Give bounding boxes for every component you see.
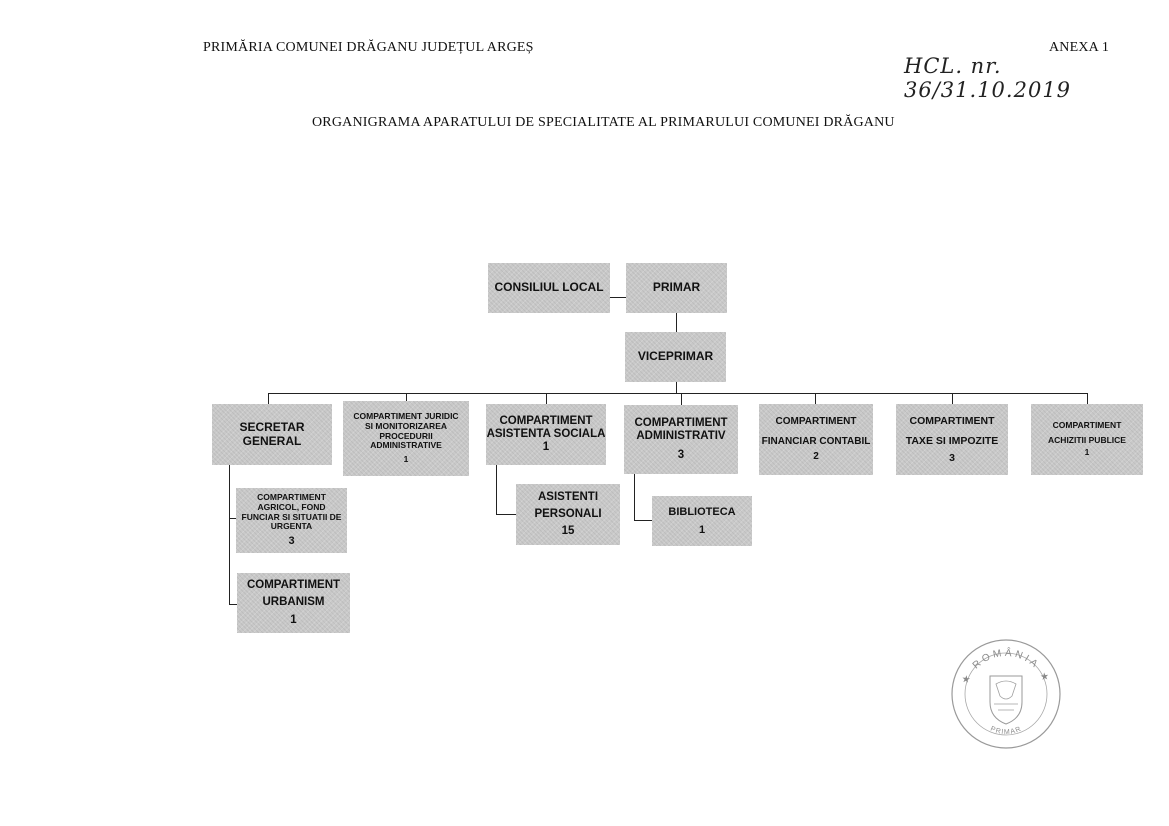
institution-title: PRIMĂRIA COMUNEI DRĂGANU JUDEȚUL ARGEȘ [203,40,534,55]
connector-drop-taxe [952,393,953,404]
node-compartiment-asistenta-sociala [486,404,606,465]
node-compartiment-agricol-line3: FUNCIAR SI SITUATII DE [241,511,342,522]
node-compartiment-taxe-line2: TAXE SI IMPOZITE [905,435,999,448]
connector-asistenta-vertical [496,465,497,515]
node-asistenti-count: 15 [561,524,575,537]
node-compartiment-urbanism-line1: COMPARTIMENT [246,579,341,592]
connector-secretar-vertical [229,465,230,605]
connector-to-agricol [229,518,236,519]
node-compartiment-agricol-line2: AGRICOL, FOND [257,501,326,512]
node-compartiment-administrativ-line2: ADMINISTRATIV [636,429,726,442]
connector-to-urbanism [229,604,237,605]
connector-drop-asistenta [546,393,547,404]
connector-to-biblioteca [634,520,652,521]
node-compartiment-agricol-count: 3 [288,535,295,548]
node-compartiment-achizitii-line2: ACHIZITII PUBLICE [1048,434,1126,445]
node-biblioteca-count: 1 [698,523,706,536]
connector-drop-administrativ [681,393,682,405]
node-compartiment-financiar-line2: FINANCIAR CONTABIL [761,435,871,447]
node-compartiment-administrativ-line1: COMPARTIMENT [634,416,728,429]
node-compartiment-financiar-contabil [759,404,873,475]
node-compartiment-achizitii-line1: COMPARTIMENT [1052,419,1122,430]
node-asistenti-personali [516,484,620,545]
chart-title: ORGANIGRAMA APARATULUI DE SPECIALITATE AL PRIMARULUI COMUNEI DRĂGANU [312,115,895,130]
node-compartiment-urbanism-line2: URBANISM [262,596,325,609]
connector-administrativ-vertical [634,474,635,521]
node-secretar-general-label: SECRETAR GENERAL [239,419,305,448]
node-compartiment-juridic-line4: ADMINISTRATIVE [370,440,442,451]
node-compartiment-administrativ-count: 3 [677,449,685,462]
node-compartiment-taxe-line1: COMPARTIMENT [909,415,995,428]
node-compartiment-juridic-line3: PROCEDURII [379,430,433,441]
svg-text:PRIMAR: PRIMAR [989,725,1023,737]
node-compartiment-financiar-line1: COMPARTIMENT [775,416,857,428]
svg-text:★ ROMÂNIA ★: ★ ROMÂNIA ★ [959,647,1053,686]
official-seal-stamp [950,638,1062,750]
node-compartiment-juridic-count: 1 [403,454,409,465]
connector-primar-viceprimar [676,313,677,332]
annex-label: ANEXA 1 [1049,40,1110,55]
node-compartiment-agricol [236,488,347,553]
node-compartiment-juridic [343,401,469,476]
node-viceprimar-label: VICEPRIMAR [637,349,714,364]
node-compartiment-taxe-impozite [896,404,1008,475]
node-compartiment-juridic-line1: COMPARTIMENT JURIDIC [353,411,459,422]
connector-consiliul-primar [610,297,626,298]
connector-to-asistenti [496,514,516,515]
connector-drop-achizitii [1087,393,1088,404]
node-primar-label: PRIMAR [652,280,701,295]
node-viceprimar [625,332,726,382]
connector-drop-juridic [406,393,407,401]
node-secretar-general [212,404,332,465]
node-biblioteca-label: BIBLIOTECA [668,505,736,518]
connector-drop-secretar [268,393,269,404]
node-compartiment-urbanism-count: 1 [290,613,297,626]
node-compartiment-juridic-line2: SI MONITORIZAREA [364,420,447,431]
node-primar [626,263,727,313]
node-compartiment-agricol-line1: COMPARTIMENT [257,492,326,503]
node-compartiment-financiar-count: 2 [813,451,819,463]
node-consiliul-local [488,263,610,313]
node-compartiment-asistenta-count: 1 [542,441,550,454]
connector-drop-financiar [815,393,816,404]
node-compartiment-taxe-count: 3 [949,451,955,464]
node-consiliul-local-label: CONSILIUL LOCAL [494,280,604,295]
node-compartiment-agricol-line4: URGENTA [270,521,313,532]
node-compartiment-achizitii-publice [1031,404,1143,475]
node-compartiment-asistenta-line1: COMPARTIMENT [499,414,593,427]
connector-main-bus [268,393,1087,394]
node-biblioteca [652,496,752,546]
handwritten-reference: HCL. nr. 36/31.10.2019 [904,54,1072,102]
node-compartiment-urbanism [237,573,350,633]
node-compartiment-achizitii-count: 1 [1084,447,1090,458]
node-asistenti-line2: PERSONALI [534,508,602,521]
node-compartiment-asistenta-line2: ASISTENTA SOCIALA [486,427,606,440]
node-compartiment-administrativ [624,405,738,474]
node-asistenti-line1: ASISTENTI [537,491,599,504]
